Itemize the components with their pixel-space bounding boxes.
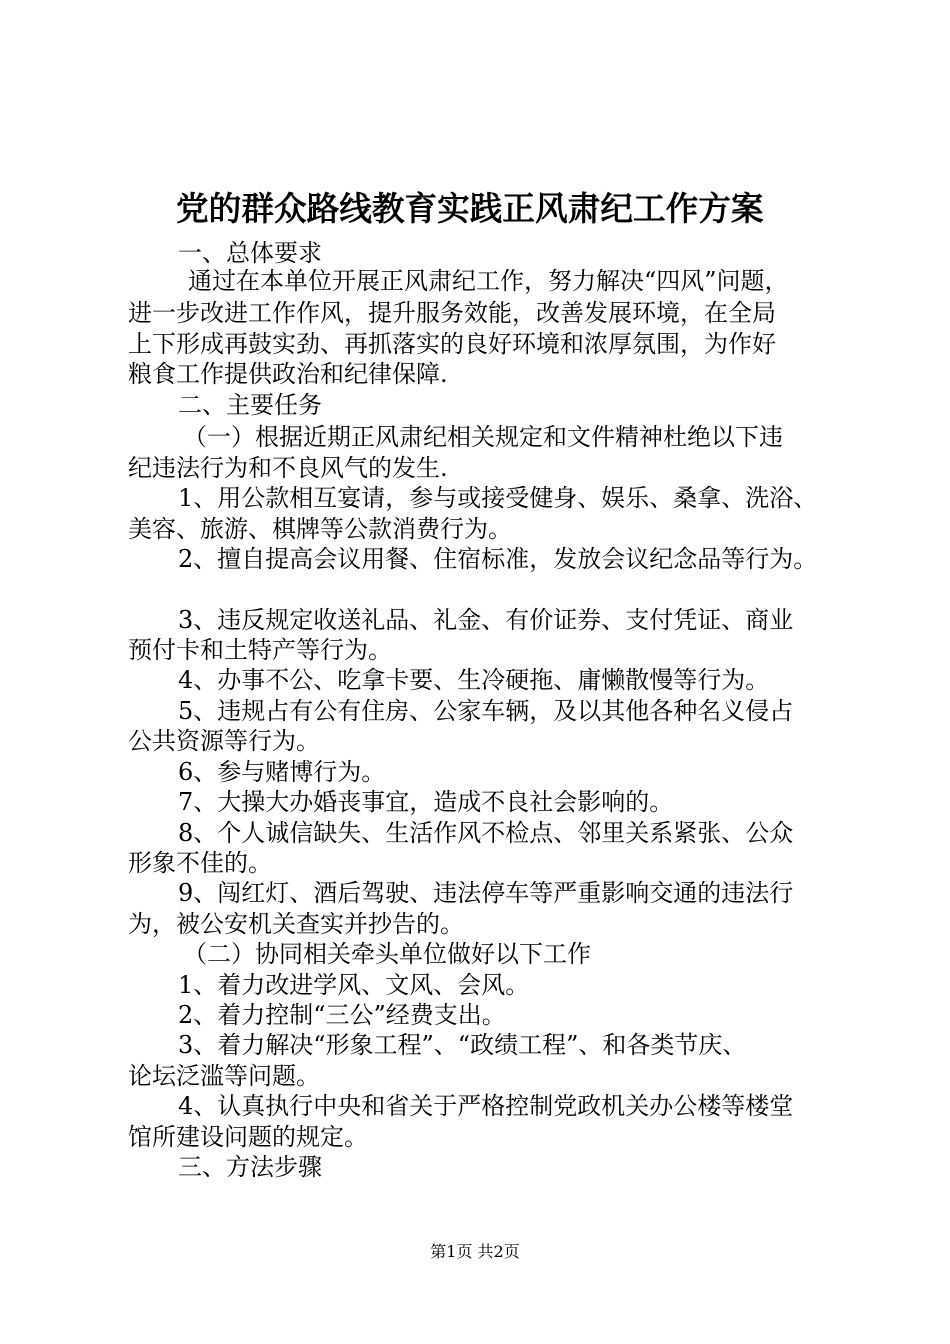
paragraph-line: 通过在本单位开展正风肃纪工作，努力解决“四风”问题， (188, 267, 789, 295)
list-item-line: 公共资源等行为。 (128, 727, 320, 755)
paragraph-line: 进一步改进工作作风，提升服务效能，改善发展环境，在全局 (128, 299, 776, 327)
section-heading-main-tasks: 二、主要任务 (178, 391, 322, 419)
list-item-line: 4、办事不公、吃拿卡要、生冷硬拖、庸懒散慢等行为。 (178, 666, 770, 694)
list-item-line: 馆所建设问题的规定。 (128, 1123, 368, 1151)
list-item-line: 2、着力控制“三公”经费支出。 (178, 1001, 506, 1029)
list-item-line: 为，被公安机关查实并抄告的。 (128, 910, 464, 938)
list-item-line: 预付卡和土特产等行为。 (128, 636, 392, 664)
section-heading-method-steps: 三、方法步骤 (178, 1153, 322, 1181)
list-item-line: 8、个人诚信缺失、生活作风不检点、邻里关系紧张、公众 (178, 819, 794, 847)
paragraph-line: 上下形成再鼓实劲、再抓落实的良好环境和浓厚氛围，为作好 (128, 330, 776, 358)
list-item-line: 1、着力改进学风、文风、会风。 (178, 971, 530, 999)
list-item-line: 3、着力解决“形象工程”、“政绩工程”、和各类节庆、 (178, 1031, 747, 1059)
subsection-heading: （二）协同相关牵头单位做好以下工作 (183, 940, 591, 968)
list-item-line: 4、认真执行中央和省关于严格控制党政机关办公楼等楼堂 (178, 1092, 794, 1120)
paragraph-line: 纪违法行为和不良风气的发生. (128, 454, 448, 482)
list-item-line: 美容、旅游、棋牌等公款消费行为。 (128, 515, 512, 543)
list-item-line: 7、大操大办婚丧事宜，造成不良社会影响的。 (178, 788, 674, 816)
list-item-line: 1、用公款相互宴请，参与或接受健身、娱乐、桑拿、洗浴、 (178, 484, 818, 512)
paragraph-line: 粮食工作提供政治和纪律保障. (128, 360, 448, 388)
list-item-line: 9、闯红灯、酒后驾驶、违法停车等严重影响交通的违法行 (178, 879, 794, 907)
list-item-line: 论坛泛滥等问题。 (128, 1062, 320, 1090)
list-item-line: 6、参与赌博行为。 (178, 758, 386, 786)
list-item-line: 5、违规占有公有住房、公家车辆，及以其他各种名义侵占 (178, 697, 794, 725)
subsection-heading: （一）根据近期正风肃纪相关规定和文件精神杜绝以下违 (183, 423, 783, 451)
list-item-line: 2、擅自提高会议用餐、住宿标准，发放会议纪念品等行为。 (178, 545, 818, 573)
list-item-line: 3、违反规定收送礼品、礼金、有价证券、支付凭证、商业 (178, 606, 794, 634)
document-title: 党的群众路线教育实践正风肃纪工作方案 (176, 189, 764, 228)
list-item-line: 形象不佳的。 (128, 849, 272, 877)
page-number-footer: 第1页 共2页 (430, 1242, 520, 1261)
section-heading-general-requirements: 一、总体要求 (178, 239, 322, 267)
